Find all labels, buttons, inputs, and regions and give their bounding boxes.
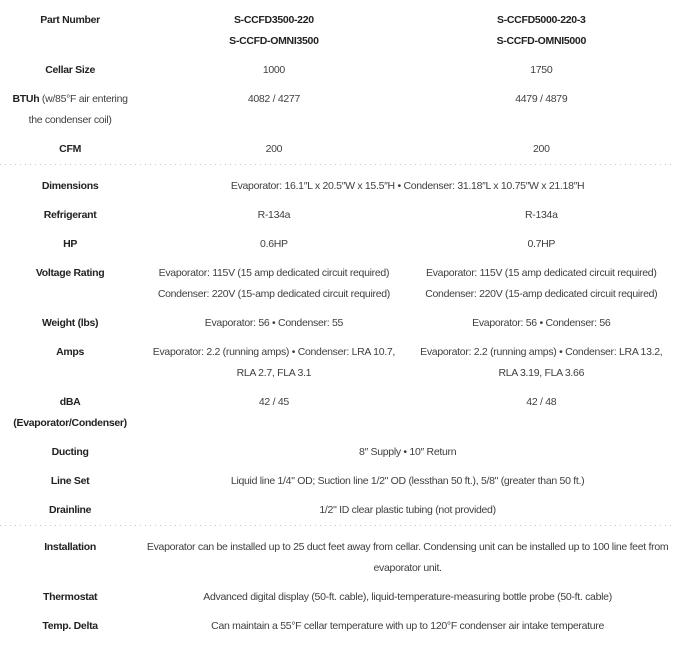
- row-label-text: Cellar Size: [45, 64, 95, 76]
- cellar-size-1: 1000: [262, 64, 285, 76]
- row-label: [0, 467, 140, 496]
- weight-2: Evaporator: 56 • Condenser: 56: [472, 317, 611, 329]
- row-label-text: CFM: [59, 143, 82, 155]
- row-label-text: Ducting: [51, 446, 89, 458]
- voltage-1a: Evaporator: 115V (15 amp dedicated circuit required): [158, 267, 390, 279]
- row-label: [0, 135, 140, 164]
- cell-value-col1: [140, 338, 407, 388]
- row-label: [0, 612, 140, 641]
- row-label-text: Voltage Rating: [35, 267, 105, 279]
- row-label: [0, 85, 140, 135]
- cell-value-col1: [140, 388, 407, 438]
- part-number-2b: S-CCFD-OMNI5000: [496, 35, 587, 47]
- amps-2b: RLA 3.19, FLA 3.66: [498, 367, 585, 379]
- row-part-number: [0, 6, 675, 56]
- row-label-text: dBA: [59, 396, 81, 408]
- row-voltage-rating: [0, 259, 675, 309]
- row-temp-delta: [0, 612, 675, 641]
- row-drainline: [0, 496, 675, 525]
- row-weight: [0, 309, 675, 338]
- weight-1: Evaporator: 56 • Condenser: 55: [204, 317, 344, 329]
- voltage-2a: Evaporator: 115V (15 amp dedicated circuit required): [426, 267, 657, 279]
- cell-value-col1: [140, 56, 407, 85]
- amps-2a: Evaporator: 2.2 (running amps) • Condenser: LRA 13.2,: [420, 346, 663, 358]
- row-label: [0, 230, 140, 259]
- cell-value-span: [140, 612, 675, 641]
- cell-value-span: [140, 438, 675, 467]
- amps-1b: RLA 2.7, FLA 3.1: [236, 367, 312, 379]
- cell-value-col2: [408, 388, 675, 438]
- voltage-1b: Condenser: 220V (15-amp dedicated circuit required): [157, 288, 390, 300]
- cell-value-col2: [408, 135, 675, 164]
- temp-delta-value: Can maintain a 55°F cellar temperature with up to 120°F condenser air intake temperature: [211, 620, 605, 632]
- btuh-2: 4479 / 4879: [515, 93, 568, 105]
- line-set-value: Liquid line 1/4" OD; Suction line 1/2" OD (lessthan 50 ft.), 5/8" (greater than 50 ft.): [230, 475, 585, 487]
- cell-value-span: [140, 467, 675, 496]
- row-label-text: Part Number: [40, 14, 100, 26]
- cell-value-col2: [408, 259, 675, 309]
- cell-value-col1: [140, 135, 407, 164]
- row-label: [0, 496, 140, 525]
- row-btuh: [0, 85, 675, 135]
- drainline-value: 1/2" ID clear plastic tubing (not provided): [319, 504, 496, 516]
- row-label-text-line2: (Evaporator/Condenser): [13, 417, 127, 429]
- part-number-1b: S-CCFD-OMNI3500: [229, 35, 319, 47]
- ducting-value: 8″ Supply • 10″ Return: [358, 446, 457, 458]
- row-label-text: Installation: [44, 541, 97, 553]
- row-label: [0, 388, 140, 438]
- cell-value-col2: [408, 85, 675, 135]
- row-refrigerant: [0, 201, 675, 230]
- amps-1a: Evaporator: 2.2 (running amps) • Condenser: LRA 10.7,: [152, 346, 396, 358]
- cell-value-span: [140, 496, 675, 525]
- row-label-text: HP: [63, 238, 78, 250]
- row-label-text: Weight (lbs): [41, 317, 99, 329]
- cfm-2: 200: [532, 143, 550, 155]
- row-label-text: Thermostat: [43, 591, 98, 603]
- row-label: [0, 338, 140, 388]
- dba-2: 42 / 48: [526, 396, 557, 408]
- btuh-label-bold: BTUh: [12, 93, 40, 105]
- cell-value-col1: [140, 259, 407, 309]
- row-line-set: [0, 467, 675, 496]
- cell-value-col2: [408, 56, 675, 85]
- cellar-size-2: 1750: [530, 64, 553, 76]
- cell-value-col2: [408, 230, 675, 259]
- cfm-1: 200: [265, 143, 283, 155]
- row-label: [0, 309, 140, 338]
- row-label: [0, 6, 140, 56]
- row-label-text: Line Set: [50, 475, 90, 487]
- row-hp: [0, 230, 675, 259]
- installation-value: Evaporator can be installed up to 25 duct feet away from cellar. Condensing unit can be installed up to 100 line feet from evaporator unit.: [146, 541, 669, 574]
- row-cfm: [0, 135, 675, 164]
- cell-value-col1: [140, 6, 407, 56]
- row-label: [0, 525, 140, 583]
- row-label: [0, 201, 140, 230]
- row-thermostat: [0, 583, 675, 612]
- dba-1: 42 / 45: [258, 396, 289, 408]
- cell-value-col2: [408, 338, 675, 388]
- row-dba: [0, 388, 675, 438]
- row-cellar-size: [0, 56, 675, 85]
- spec-table: [0, 6, 675, 641]
- cell-value-col1: [140, 85, 407, 135]
- row-ducting: [0, 438, 675, 467]
- row-label-text: Amps: [56, 346, 85, 358]
- hp-2: 0.7HP: [527, 238, 556, 250]
- row-label-text: Dimensions: [41, 180, 99, 192]
- cell-value-col2: [408, 6, 675, 56]
- row-label-text: Temp. Delta: [42, 620, 98, 632]
- btuh-1: 4082 / 4277: [247, 93, 300, 105]
- cell-value-col2: [408, 201, 675, 230]
- row-label-text: Drainline: [48, 504, 92, 516]
- part-number-2a: S-CCFD5000-220-3: [497, 14, 586, 26]
- row-label: [0, 438, 140, 467]
- row-amps: [0, 338, 675, 388]
- refrigerant-1: R-134a: [257, 209, 291, 221]
- row-label-text: Refrigerant: [43, 209, 97, 221]
- dimensions-value: Evaporator: 16.1″L x 20.5″W x 15.5″H • Condenser: 31.18″L x 10.75″W x 21.18″H: [230, 180, 585, 192]
- row-label: [0, 56, 140, 85]
- cell-value-span: [140, 583, 675, 612]
- row-installation: [0, 525, 675, 583]
- thermostat-value: Advanced digital display (50-ft. cable), liquid-temperature-measuring bottle probe (50-ft. cable): [203, 591, 612, 603]
- cell-value-col1: [140, 230, 407, 259]
- row-dimensions: [0, 164, 675, 201]
- part-number-1a: S-CCFD3500-220: [233, 14, 314, 26]
- cell-value-span: [140, 164, 675, 201]
- row-label: [0, 583, 140, 612]
- btuh-label-line2: the condenser coil): [28, 114, 112, 126]
- row-label-text: [2, 89, 138, 110]
- refrigerant-2: R-134a: [524, 209, 558, 221]
- row-label: [0, 259, 140, 309]
- cell-value-col2: [408, 309, 675, 338]
- voltage-2b: Condenser: 220V (15-amp dedicated circuit required): [425, 288, 658, 300]
- btuh-label-rest: (w/85°F air entering: [39, 93, 128, 105]
- row-label: [0, 164, 140, 201]
- cell-value-col1: [140, 309, 407, 338]
- cell-value-col1: [140, 201, 407, 230]
- hp-1: 0.6HP: [260, 238, 288, 250]
- cell-value-span: [140, 525, 675, 583]
